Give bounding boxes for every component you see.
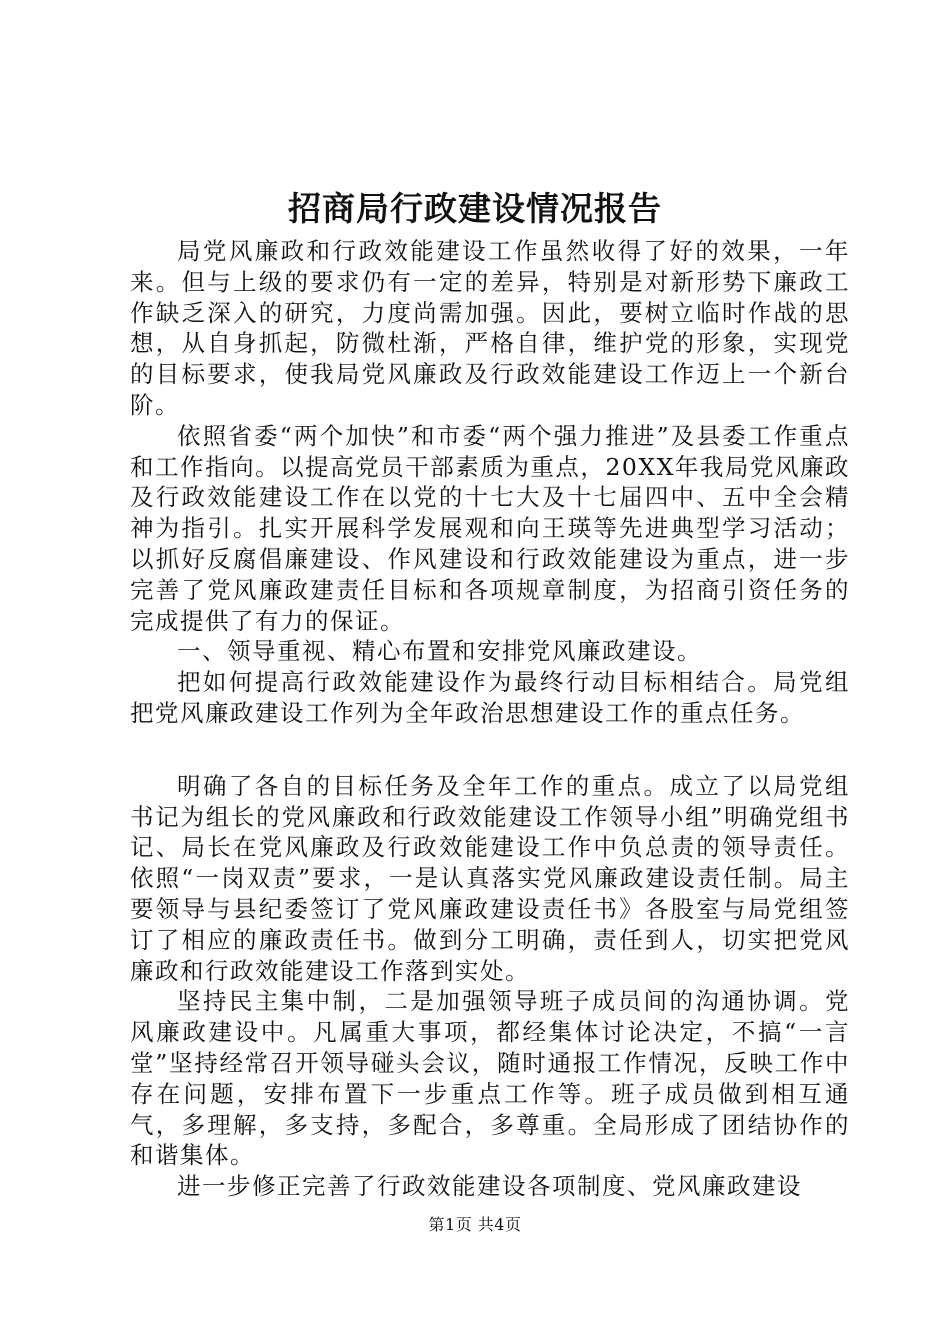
page-number-footer: 第1页 共4页 <box>428 1215 522 1234</box>
section-heading: 一、领导重视、精心布置和安排党风廉政建设。 <box>177 637 702 666</box>
paragraph: 局党风廉政和行政效能建设工作虽然收得了好的效果，一年来。但与上级的要求仍有一定的差异，特别是对新形势下廉政工作缺乏深入的研究，力度尚需加强。因此，要树立临时作战的思想，从自身抓起，防微杜渐，严格自律，维护党的形象，实现党的目标要求，使我局党风廉政及行政效能建设工作迈上一个新台阶。 <box>130 237 850 419</box>
paragraph: 把如何提高行政效能建设作为最终行动目标相结合。局党组把党风廉政建设工作列为全年政治思想建设工作的重点任务。 <box>130 668 850 727</box>
paragraph: 坚持民主集中制，二是加强领导班子成员间的沟通协调。党风廉政建设中。凡属重大事项，都经集体讨论决定，不搞“一言堂”坚持经常召开领导碰头会议，随时通报工作情况，反映工作中存在问题，安排布置下一步重点工作等。班子成员做到相互通气，多理解，多支持，多配合，多尊重。全局形成了团结协作的和谐集体。 <box>130 987 850 1170</box>
blank-line <box>130 729 850 771</box>
document-body <box>130 236 850 1202</box>
paragraph: 进一步修正完善了行政效能建设各项制度、党风廉政建设 <box>177 1172 802 1201</box>
paragraph: 明确了各自的目标任务及全年工作的重点。成立了以局党组书记为组长的党风廉政和行政效能建设工作领导小组”明确党组书记、局长在党风廉政及行政效能建设工作中负总责的领导责任。依照“一岗双责”要求，一是认真落实党风廉政建设责任制。局主要领导与县纪委签订了党风廉政建设责任书》各股室与局党组签订了相应的廉政责任书。做到分工明确，责任到人，切实把党风廉政和行政效能建设工作落到实处。 <box>130 771 850 985</box>
document-title: 招商局行政建设情况报告 <box>288 189 662 228</box>
paragraph: 依照省委“两个加快”和市委“两个强力推进”及县委工作重点和工作指向。以提高党员干部素质为重点，20XX年我局党风廉政及行政效能建设工作在以党的十七大及十七届四中、五中全会精神为指引。扎实开展科学发展观和向王瑛等先进典型学习活动；以抓好反腐倡廉建设、作风建设和行政效能建设为重点，进一步完善了党风廉政建责任目标和各项规章制度，为招商引资任务的完成提供了有力的保证。 <box>130 421 850 635</box>
